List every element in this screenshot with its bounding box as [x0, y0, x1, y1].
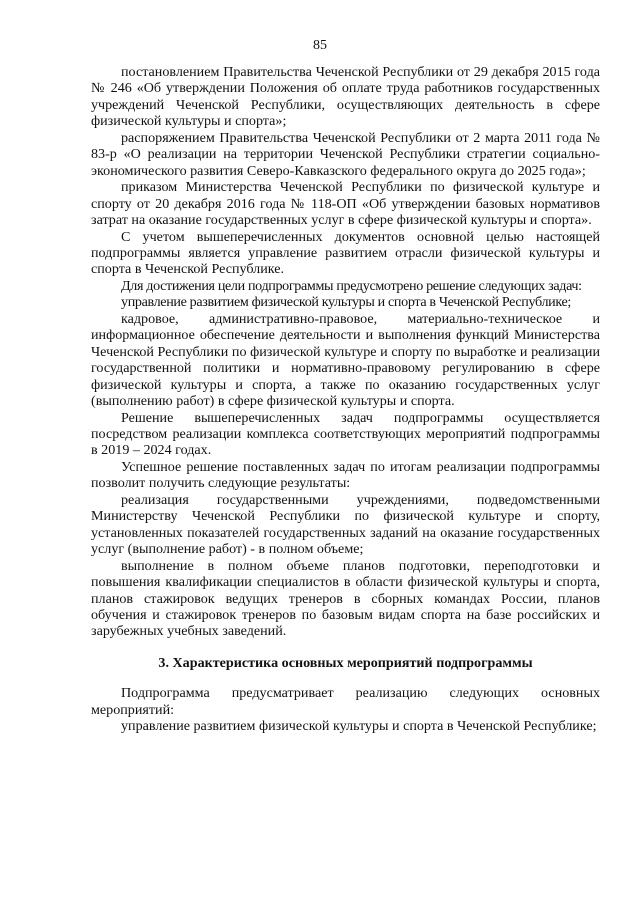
- paragraph-result-state-tasks: реализация государственными учреждениями, подведомственными Министерству Чеченской Республики по физической культуре и спорту, установленных показателей государственных заданий на оказание государственных услуг (выполнение работ) - в полном объеме;: [91, 491, 600, 558]
- paragraph-result-training-plans: выполнение в полном объеме планов подготовки, переподготовки и повышения квалификации специалистов в области физической культуры и спорта, планов стажировок ведущих тренеров в сборных командах России, планов обучения и стажировок тренеров по базовым видам спорта на базе российских и зарубежных учебных заведений.: [91, 557, 600, 640]
- paragraph-results-intro: Успешное решение поставленных задач по итогам реализации подпрограммы позволит получить следующие результаты:: [91, 458, 600, 492]
- paragraph-decree-246: постановлением Правительства Чеченской Республики от 29 декабря 2015 года № 246 «Об утверждении Положения об оплате труда работников государственных учреждений Чеченской Республики, осуществляющих деятельность в сфере физической культуры и спорта»;: [91, 64, 600, 130]
- paragraph-main-activities: Подпрограмма предусматривает реализацию следующих основных мероприятий:: [91, 685, 600, 718]
- page-number: 85: [313, 38, 327, 53]
- section-heading: 3. Характеристика основных мероприятий подпрограммы: [158, 654, 533, 671]
- paragraph-main-goal: С учетом вышеперечисленных документов основной целью настоящей подпрограммы является управление развитием отрасли физической культуры и спорта в Чеченской Республике.: [91, 228, 600, 278]
- document-body: [91, 64, 600, 735]
- paragraph-activity-management: управление развитием физической культуры и спорта в Чеченской Республике;: [121, 718, 597, 735]
- paragraph-task-support: кадровое, административно-правовое, материально-техническое и информационное обеспечение деятельности и выполнения функций Министерства Чеченской Республики по физической культуре и спорту по выработке и реализации государственной политики и нормативно-правовому регулированию в сфере физической культуры и спорта, а также по оказанию государственных услуг (выполнению работ) в сфере физической культуры и спорта.: [91, 310, 600, 410]
- paragraph-tasks-intro: Для достижения цели подпрограммы предусмотрено решение следующих задач:: [121, 277, 582, 294]
- paragraph-order-83r: распоряжением Правительства Чеченской Республики от 2 марта 2011 года № 83-р «О реализации на территории Чеченской Республики стратегии социально-экономического развития Северо-Кавказского федерального округа до 2025 года»;: [91, 129, 600, 179]
- paragraph-ministry-order-118: приказом Министерства Чеченской Республики по физической культуре и спорту от 20 декабря 2016 года № 118-ОП «Об утверждении базовых нормативов затрат на оказание государственных услуг в сфере физической культуры и спорта».: [91, 179, 600, 229]
- paragraph-task-management: управление развитием физической культуры и спорта в Чеченской Республике;: [121, 294, 571, 311]
- paragraph-implementation: Решение вышеперечисленных задач подпрограммы осуществляется посредством реализации комплекса соответствующих мероприятий подпрограммы в 2019 – 2024 годах.: [91, 409, 600, 459]
